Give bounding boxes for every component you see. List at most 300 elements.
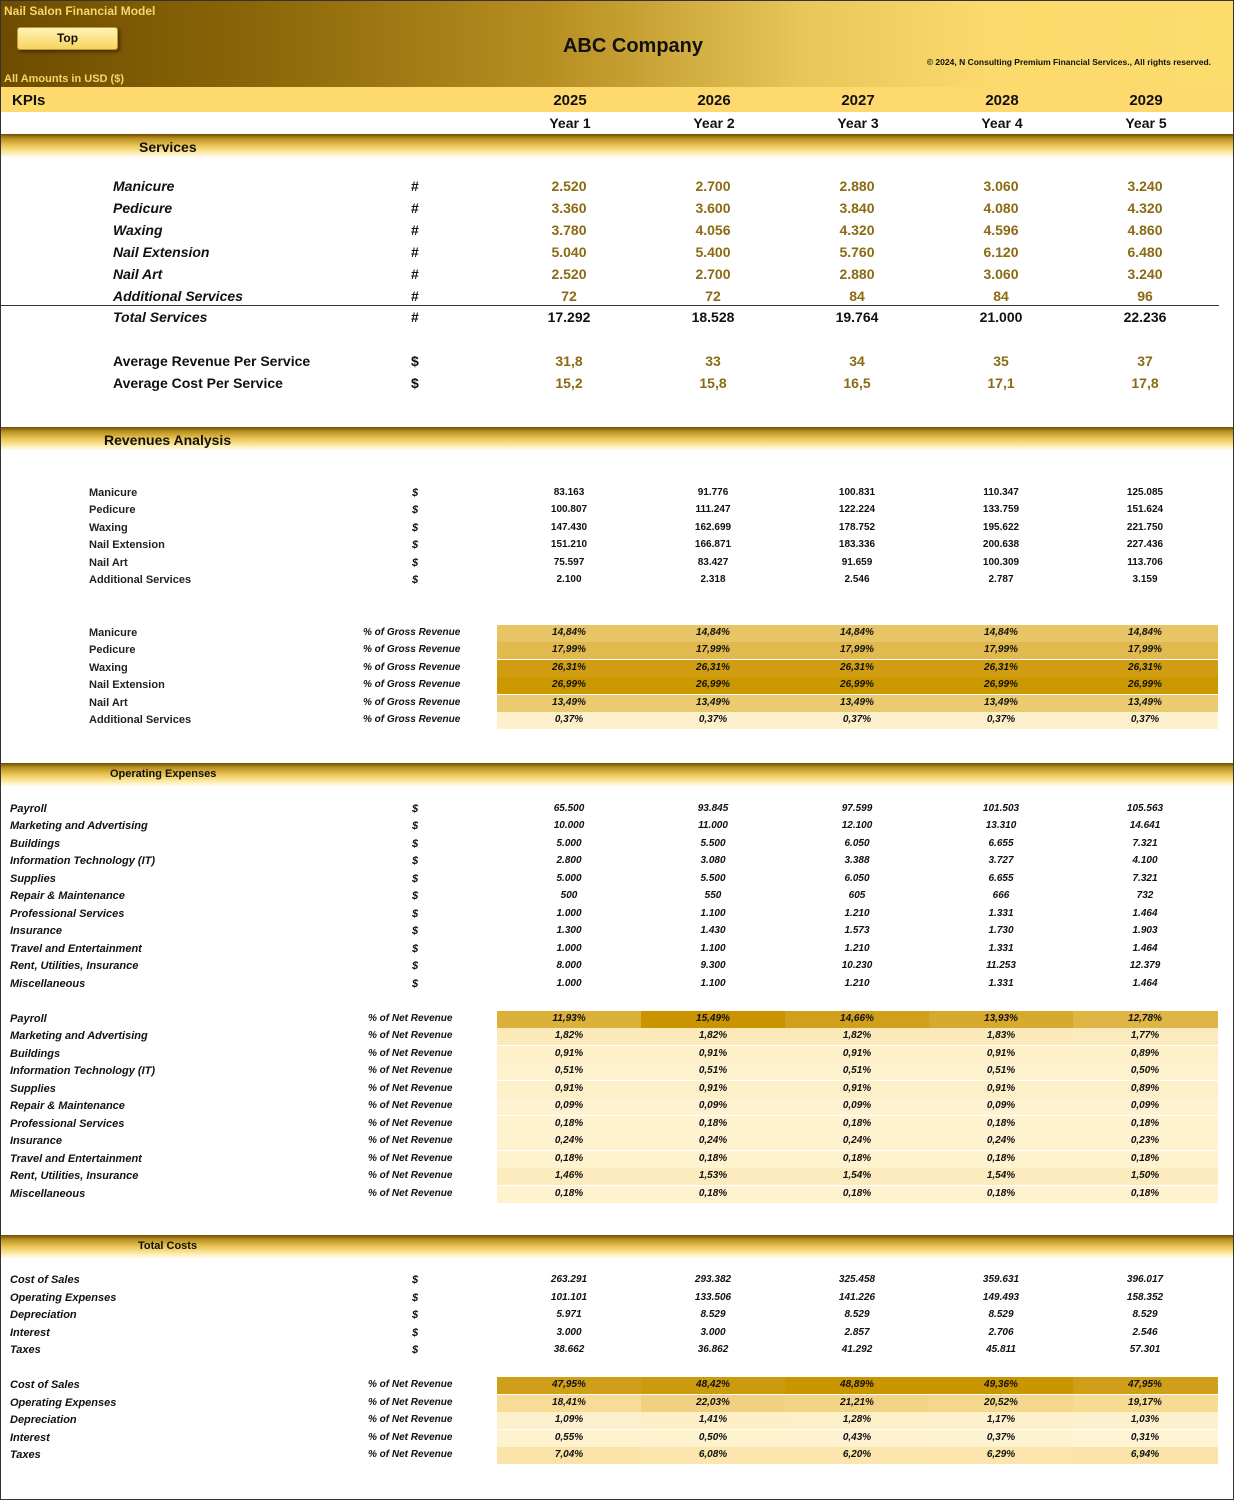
value-cell: 5.000 xyxy=(556,872,582,884)
unit-symbol: $ xyxy=(411,375,419,391)
value-cell: 5.040 xyxy=(551,243,587,260)
percent-value: 0,51% xyxy=(698,1065,728,1077)
row-label: Nail Art xyxy=(89,556,128,569)
row-label: Additional Services xyxy=(89,714,192,726)
value-cell: 2.880 xyxy=(839,265,875,282)
percent-value: 14,84% xyxy=(984,627,1018,638)
value-cell: 8.529 xyxy=(844,1309,870,1320)
value-cell: 101.101 xyxy=(550,1291,588,1303)
unit-symbol: $ xyxy=(412,539,419,552)
percent-value: 1,46% xyxy=(554,1170,584,1182)
row-label: Taxes xyxy=(10,1449,41,1461)
unit-symbol: $ xyxy=(412,820,419,833)
row-label: Payroll xyxy=(10,803,47,815)
company-name: ABC Company xyxy=(562,35,703,57)
unit-symbol: $ xyxy=(412,487,419,499)
percent-value: 26,99% xyxy=(696,679,730,691)
value-cell: 72 xyxy=(705,287,721,304)
value-cell: 151.624 xyxy=(1126,504,1164,516)
unit-symbol: $ xyxy=(412,942,419,955)
percent-value: 0,43% xyxy=(842,1431,872,1443)
value-cell: 6.655 xyxy=(988,872,1014,884)
value-cell: 325.458 xyxy=(838,1274,876,1285)
value-cell: 666 xyxy=(992,890,1010,902)
value-cell: 2.318 xyxy=(700,574,726,585)
row-label: Information Technology (IT) xyxy=(10,1065,156,1078)
value-cell: 1.210 xyxy=(844,942,870,954)
percent-value: 0,91% xyxy=(986,1047,1016,1059)
value-cell: 1.573 xyxy=(844,925,870,937)
percent-value: 18,41% xyxy=(552,1396,586,1408)
percent-value: 13,49% xyxy=(552,696,586,708)
value-cell: 4.080 xyxy=(983,199,1019,216)
services-section-bar xyxy=(1,134,1233,158)
percent-value: 1,82% xyxy=(842,1030,872,1042)
year-header: 2027 xyxy=(841,92,875,109)
row-label: Miscellaneous xyxy=(10,1187,86,1200)
year-label: Year 3 xyxy=(837,115,879,131)
value-cell: 75.597 xyxy=(553,556,585,568)
percent-value: 1,41% xyxy=(698,1414,728,1425)
value-cell: 100.807 xyxy=(550,504,588,516)
value-cell: 3.727 xyxy=(988,855,1014,867)
year-label: Year 4 xyxy=(981,115,1023,131)
value-cell: 10.230 xyxy=(841,960,873,972)
percent-value: 0,91% xyxy=(698,1082,728,1094)
value-cell: 178.752 xyxy=(838,521,876,533)
percent-value: 20,52% xyxy=(984,1396,1018,1408)
unit-symbol: $ xyxy=(412,925,419,938)
percent-value: 0,89% xyxy=(1130,1082,1160,1094)
value-cell: 147.430 xyxy=(550,521,588,533)
value-cell: 15,8 xyxy=(699,375,727,391)
percent-value: 22,03% xyxy=(696,1396,730,1408)
value-cell: 263.291 xyxy=(550,1274,588,1285)
value-cell: 4.596 xyxy=(983,221,1019,238)
year-label: Year 2 xyxy=(693,115,735,131)
percent-value: 0,18% xyxy=(986,1117,1016,1129)
value-cell: 18.528 xyxy=(691,309,735,325)
value-cell: 5.400 xyxy=(695,243,731,260)
percent-value: 1,82% xyxy=(698,1030,728,1042)
row-label: Operating Expenses xyxy=(10,1291,117,1304)
unit-symbol: $ xyxy=(412,890,419,903)
row-label: Marketing and Advertising xyxy=(10,820,148,833)
percent-value: 0,23% xyxy=(1130,1135,1160,1147)
unit-label: % of Net Revenue xyxy=(368,1379,453,1390)
value-cell: 110.347 xyxy=(983,487,1019,498)
value-cell: 1.730 xyxy=(988,925,1014,937)
row-label: Nail Art xyxy=(113,265,163,282)
unit-symbol: # xyxy=(411,178,419,194)
percent-value: 0,91% xyxy=(554,1047,584,1059)
percent-value: 0,50% xyxy=(1130,1065,1160,1077)
row-label: Manicure xyxy=(113,178,175,194)
unit-label: % of Net Revenue xyxy=(368,1065,453,1077)
value-cell: 3.080 xyxy=(700,855,726,867)
row-label: Additional Services xyxy=(113,287,243,304)
row-label: Waxing xyxy=(89,661,128,674)
percent-value: 0,37% xyxy=(1130,714,1160,725)
value-cell: 12.100 xyxy=(841,820,873,832)
value-cell: 2.520 xyxy=(551,178,587,194)
percent-value: 0,37% xyxy=(986,714,1016,725)
value-cell: 359.631 xyxy=(982,1274,1020,1285)
row-label: Rent, Utilities, Insurance xyxy=(10,1170,139,1183)
percent-value: 26,31% xyxy=(840,661,874,673)
percent-value: 1,28% xyxy=(842,1414,872,1425)
row-label: Nail Extension xyxy=(113,243,210,260)
unit-symbol: $ xyxy=(412,1274,419,1286)
row-label: Cost of Sales xyxy=(10,1274,80,1286)
percent-value: 0,89% xyxy=(1130,1047,1160,1059)
kpi-header-row xyxy=(1,87,1233,112)
percent-value: 0,18% xyxy=(698,1117,728,1129)
value-cell: 133.506 xyxy=(694,1291,732,1303)
value-cell: 31,8 xyxy=(555,353,583,369)
percent-value: 17,99% xyxy=(696,644,730,656)
header-banner xyxy=(1,1,1233,87)
percent-value: 1,03% xyxy=(1130,1414,1160,1425)
value-cell: 65.500 xyxy=(553,803,585,814)
percent-value: 14,84% xyxy=(552,627,586,638)
percent-value: 0,24% xyxy=(554,1135,584,1147)
value-cell: 221.750 xyxy=(1126,521,1164,533)
value-cell: 8.529 xyxy=(1132,1309,1158,1320)
value-cell: 100.831 xyxy=(838,487,876,498)
percent-value: 0,18% xyxy=(1130,1117,1160,1129)
value-cell: 3.060 xyxy=(983,265,1019,282)
percent-value: 17,99% xyxy=(840,644,874,656)
services-section-title: Services xyxy=(139,139,197,155)
value-cell: 100.309 xyxy=(982,556,1020,568)
row-label: Insurance xyxy=(10,1135,62,1148)
value-cell: 605 xyxy=(848,890,866,902)
unit-label: % of Gross Revenue xyxy=(363,661,461,673)
value-cell: 17.292 xyxy=(547,309,591,325)
year-header: 2028 xyxy=(985,92,1019,109)
value-cell: 3.240 xyxy=(1127,178,1163,194)
value-cell: 3.000 xyxy=(556,1326,582,1338)
value-cell: 141.226 xyxy=(838,1291,876,1303)
percent-value: 47,95% xyxy=(552,1379,586,1390)
percent-value: 26,31% xyxy=(984,661,1018,673)
unit-symbol: # xyxy=(411,243,419,260)
value-cell: 6.050 xyxy=(844,872,870,884)
row-label: Nail Extension xyxy=(89,539,165,552)
revenues-section-title: Revenues Analysis xyxy=(104,432,232,448)
value-cell: 1.331 xyxy=(988,942,1014,954)
value-cell: 158.352 xyxy=(1126,1291,1164,1303)
percent-value: 0,37% xyxy=(986,1431,1016,1443)
row-label: Repair & Maintenance xyxy=(10,890,125,903)
row-label: Average Revenue Per Service xyxy=(113,353,311,369)
value-cell: 8.529 xyxy=(700,1309,726,1320)
value-cell: 2.800 xyxy=(556,855,582,867)
value-cell: 5.500 xyxy=(700,872,726,884)
percent-value: 13,49% xyxy=(696,696,730,708)
value-cell: 5.971 xyxy=(556,1309,582,1320)
value-cell: 5.760 xyxy=(839,243,875,260)
percent-value: 48,42% xyxy=(696,1379,730,1390)
percent-value: 0,18% xyxy=(554,1187,584,1199)
value-cell: 35 xyxy=(993,353,1009,369)
unit-label: % of Net Revenue xyxy=(368,1396,453,1408)
value-cell: 22.236 xyxy=(1123,309,1167,325)
percent-value: 26,99% xyxy=(840,679,874,691)
unit-symbol: $ xyxy=(411,353,419,369)
row-label: Taxes xyxy=(10,1344,41,1356)
row-label: Additional Services xyxy=(89,574,192,586)
unit-symbol: $ xyxy=(412,872,419,885)
value-cell: 227.436 xyxy=(1126,539,1164,551)
top-button[interactable]: Top xyxy=(17,27,118,50)
value-cell: 183.336 xyxy=(838,539,876,551)
percent-value: 1,54% xyxy=(842,1170,872,1182)
value-cell: 84 xyxy=(849,287,865,304)
percent-value: 48,89% xyxy=(840,1379,874,1390)
revenues-section-bar xyxy=(1,427,1233,451)
percent-value: 13,49% xyxy=(840,696,874,708)
percent-value: 0,18% xyxy=(698,1152,728,1164)
value-cell: 166.871 xyxy=(694,539,732,551)
percent-value: 1,53% xyxy=(698,1170,728,1182)
value-cell: 34 xyxy=(849,353,865,369)
percent-value: 13,93% xyxy=(984,1013,1018,1024)
kpi-label: KPIs xyxy=(12,92,46,109)
row-label: Cost of Sales xyxy=(10,1379,80,1391)
value-cell: 3.780 xyxy=(551,221,587,238)
value-cell: 91.776 xyxy=(697,487,729,498)
value-cell: 21.000 xyxy=(979,309,1023,325)
value-cell: 162.699 xyxy=(694,521,732,533)
value-cell: 2.706 xyxy=(988,1326,1014,1338)
year-header: 2029 xyxy=(1129,92,1163,109)
value-cell: 1.100 xyxy=(700,977,726,989)
row-label: Information Technology (IT) xyxy=(10,855,156,868)
percent-value: 0,24% xyxy=(986,1135,1016,1147)
row-label: Repair & Maintenance xyxy=(10,1100,125,1113)
percent-value: 26,99% xyxy=(984,679,1018,691)
percent-value: 26,31% xyxy=(1128,661,1162,673)
unit-label: % of Gross Revenue xyxy=(363,696,461,708)
currency-note: All Amounts in USD ($) xyxy=(4,73,124,85)
unit-symbol: $ xyxy=(412,977,419,990)
total-divider-line xyxy=(1,305,1219,306)
percent-value: 0,24% xyxy=(842,1135,872,1147)
value-cell: 1.000 xyxy=(556,942,582,954)
total-costs-section-bar xyxy=(1,1235,1233,1259)
value-cell: 3.388 xyxy=(844,855,870,867)
value-cell: 1.100 xyxy=(700,942,726,954)
value-cell: 2.546 xyxy=(844,574,870,585)
percent-value: 0,91% xyxy=(842,1047,872,1059)
row-label: Depreciation xyxy=(10,1414,77,1426)
value-cell: 3.840 xyxy=(839,199,875,216)
percent-value: 49,36% xyxy=(984,1379,1018,1390)
percent-value: 15,49% xyxy=(696,1013,730,1024)
unit-label: % of Net Revenue xyxy=(368,1135,453,1147)
value-cell: 105.563 xyxy=(1126,803,1164,814)
value-cell: 113.706 xyxy=(1127,556,1163,568)
percent-value: 0,37% xyxy=(698,714,728,725)
year-label: Year 5 xyxy=(1125,115,1167,131)
percent-value: 13,49% xyxy=(1128,696,1162,708)
percent-value: 0,09% xyxy=(842,1100,872,1112)
unit-label: % of Net Revenue xyxy=(368,1449,453,1460)
unit-label: % of Net Revenue xyxy=(368,1082,453,1094)
value-cell: 4.100 xyxy=(1132,855,1158,867)
value-cell: 33 xyxy=(705,353,721,369)
value-cell: 72 xyxy=(561,287,577,304)
row-label: Marketing and Advertising xyxy=(10,1030,148,1043)
percent-value: 26,31% xyxy=(552,661,586,673)
unit-symbol: $ xyxy=(412,504,419,517)
percent-value: 0,37% xyxy=(554,714,584,725)
value-cell: 101.503 xyxy=(982,803,1020,814)
percent-value: 1,17% xyxy=(986,1414,1016,1425)
row-label: Supplies xyxy=(10,1082,56,1095)
percent-value: 7,04% xyxy=(554,1449,584,1460)
percent-value: 0,91% xyxy=(698,1047,728,1059)
value-cell: 3.000 xyxy=(700,1326,726,1338)
value-cell: 96 xyxy=(1137,287,1153,304)
percent-value: 0,91% xyxy=(986,1082,1016,1094)
percent-value: 0,51% xyxy=(986,1065,1016,1077)
value-cell: 195.622 xyxy=(982,521,1020,533)
percent-value: 1,09% xyxy=(554,1414,584,1425)
percent-value: 6,94% xyxy=(1130,1449,1160,1460)
value-cell: 122.224 xyxy=(838,504,876,516)
value-cell: 1.100 xyxy=(700,907,726,919)
value-cell: 3.159 xyxy=(1132,574,1158,585)
percent-value: 17,99% xyxy=(552,644,586,656)
value-cell: 200.638 xyxy=(982,539,1020,551)
percent-value: 1,54% xyxy=(986,1170,1016,1182)
unit-symbol: $ xyxy=(412,855,419,868)
percent-value: 0,18% xyxy=(842,1152,872,1164)
value-cell: 2.787 xyxy=(988,574,1014,585)
unit-label: % of Net Revenue xyxy=(368,1152,453,1164)
percent-value: 0,24% xyxy=(698,1135,728,1147)
value-cell: 6.480 xyxy=(1127,243,1163,260)
row-label: Manicure xyxy=(89,487,138,499)
percent-value: 0,09% xyxy=(986,1100,1016,1112)
value-cell: 1.331 xyxy=(988,977,1014,989)
value-cell: 5.500 xyxy=(700,837,726,849)
value-cell: 4.320 xyxy=(1127,199,1163,216)
row-label: Pedicure xyxy=(113,199,173,216)
value-cell: 1.000 xyxy=(556,977,582,989)
percent-value: 0,18% xyxy=(1130,1152,1160,1164)
opex-section-bar xyxy=(1,763,1233,787)
value-cell: 8.529 xyxy=(988,1309,1014,1320)
percent-value: 0,18% xyxy=(842,1117,872,1129)
value-cell: 13.310 xyxy=(985,820,1017,832)
unit-label: % of Net Revenue xyxy=(368,1100,453,1112)
value-cell: 16,5 xyxy=(843,375,871,391)
percent-value: 6,29% xyxy=(986,1449,1016,1460)
row-label: Insurance xyxy=(10,925,62,938)
row-label: Waxing xyxy=(113,221,163,238)
percent-value: 12,78% xyxy=(1128,1013,1162,1024)
value-cell: 2.520 xyxy=(551,265,587,282)
value-cell: 4.320 xyxy=(839,221,875,238)
percent-value: 17,99% xyxy=(1128,644,1162,656)
unit-symbol: $ xyxy=(412,803,419,815)
percent-value: 6,20% xyxy=(842,1449,872,1460)
unit-label: % of Gross Revenue xyxy=(363,679,461,691)
unit-symbol: $ xyxy=(412,907,419,920)
value-cell: 3.600 xyxy=(695,199,731,216)
row-label: Interest xyxy=(10,1326,50,1339)
value-cell: 7.321 xyxy=(1132,872,1158,884)
row-label: Professional Services xyxy=(10,1117,125,1130)
unit-symbol: $ xyxy=(412,960,419,973)
row-label: Total Services xyxy=(113,309,208,325)
row-label: Waxing xyxy=(89,521,128,534)
copyright-notice: © 2024, N Consulting Premium Financial Services., All rights reserved. xyxy=(926,57,1211,67)
percent-value: 0,37% xyxy=(842,714,872,725)
value-cell: 19.764 xyxy=(835,309,879,325)
value-cell: 37 xyxy=(1137,353,1153,369)
percent-value: 26,99% xyxy=(552,679,586,691)
row-label: Average Cost Per Service xyxy=(113,375,283,391)
value-cell: 8.000 xyxy=(556,960,582,972)
row-label: Buildings xyxy=(10,1047,61,1060)
value-cell: 17,8 xyxy=(1131,375,1159,391)
row-label: Nail Extension xyxy=(89,679,165,692)
value-cell: 93.845 xyxy=(697,803,729,814)
unit-symbol: $ xyxy=(412,556,419,569)
unit-label: % of Net Revenue xyxy=(368,1047,453,1059)
value-cell: 83.427 xyxy=(697,556,729,568)
unit-symbol: # xyxy=(411,199,419,216)
value-cell: 83.163 xyxy=(553,487,585,498)
unit-label: % of Net Revenue xyxy=(368,1117,453,1129)
unit-label: % of Net Revenue xyxy=(368,1170,453,1182)
unit-symbol: $ xyxy=(412,1344,419,1356)
value-cell: 149.493 xyxy=(982,1291,1020,1303)
value-cell: 15,2 xyxy=(555,375,583,391)
percent-value: 0,09% xyxy=(1130,1100,1160,1112)
value-cell: 1.464 xyxy=(1132,942,1158,954)
unit-symbol: $ xyxy=(412,521,419,534)
value-cell: 3.240 xyxy=(1127,265,1163,282)
unit-symbol: $ xyxy=(412,1326,419,1339)
value-cell: 4.056 xyxy=(695,221,731,238)
value-cell: 732 xyxy=(1136,890,1154,902)
percent-value: 26,99% xyxy=(1128,679,1162,691)
value-cell: 38.662 xyxy=(553,1344,585,1355)
value-cell: 1.300 xyxy=(556,925,582,937)
value-cell: 45.811 xyxy=(986,1344,1016,1355)
year-header: 2025 xyxy=(553,92,587,109)
value-cell: 3.060 xyxy=(983,178,1019,194)
value-cell: 396.017 xyxy=(1126,1274,1164,1285)
percent-value: 0,09% xyxy=(698,1100,728,1112)
value-cell: 500 xyxy=(560,890,578,902)
percent-value: 17,99% xyxy=(984,644,1018,656)
percent-value: 0,18% xyxy=(698,1187,728,1199)
year-label: Year 1 xyxy=(549,115,591,131)
percent-value: 0,09% xyxy=(554,1100,584,1112)
value-cell: 2.857 xyxy=(844,1326,870,1338)
unit-symbol: # xyxy=(411,287,419,304)
year-header: 2026 xyxy=(697,92,731,109)
unit-symbol: $ xyxy=(412,1291,419,1304)
row-label: Rent, Utilities, Insurance xyxy=(10,960,139,973)
